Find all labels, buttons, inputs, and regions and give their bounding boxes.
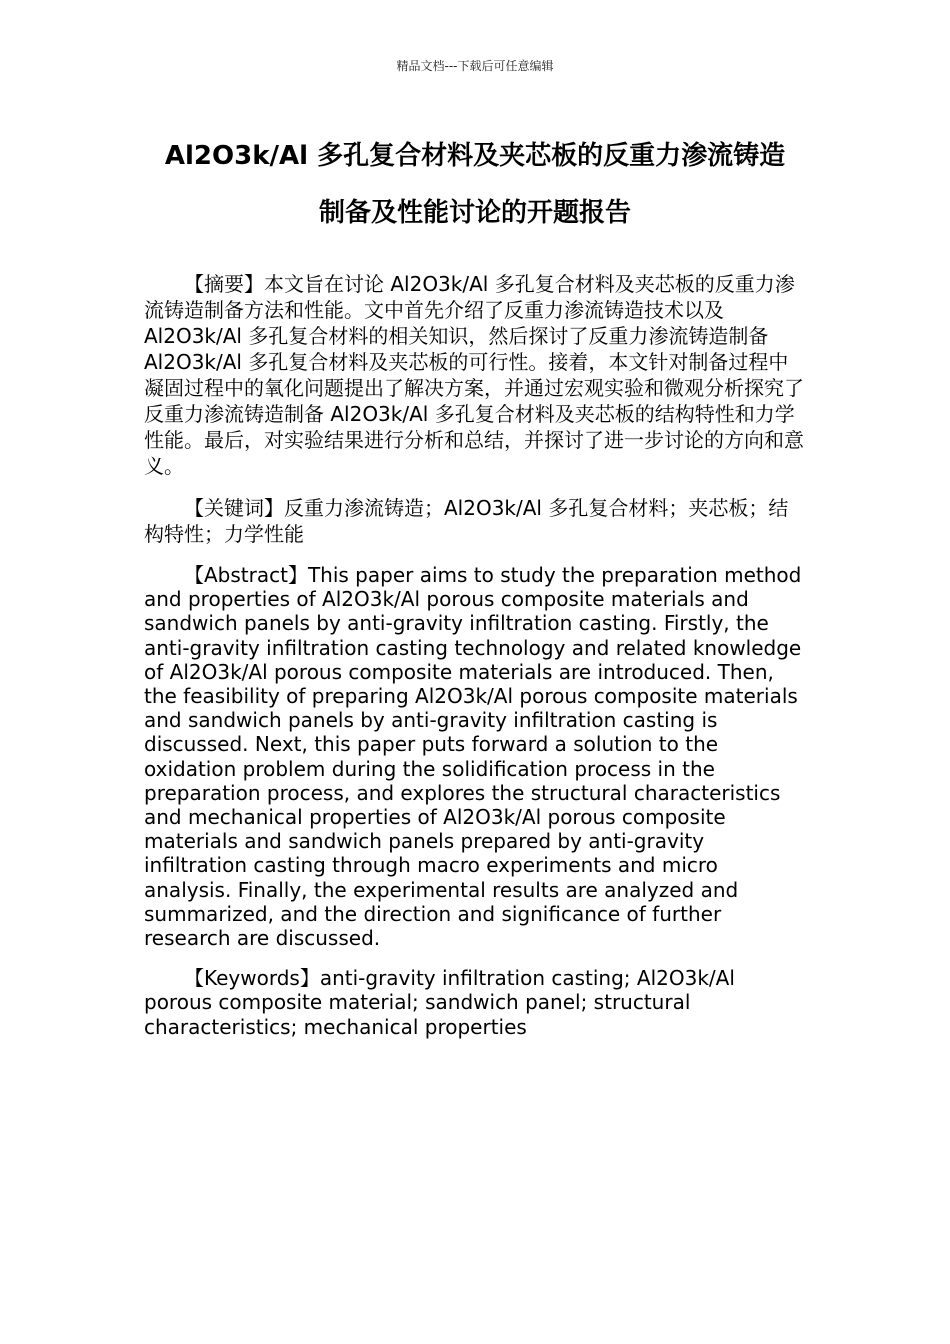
keywords-cn: 【关键词】反重力渗流铸造；Al2O3k/Al 多孔复合材料；夹芯板；结构特性；力学性能 [144,496,789,546]
header-note: 精品文档---下载后可任意编辑 [396,59,554,73]
abstract-en: 【Abstract】This paper aims to study the preparation method and properties of Al2O3k/Al porous composite materials and sandwich panels by anti-gravity infiltration casting. Firstly, the anti-gravity infiltration casting technology and related knowledge of Al2O3k/Al porous composite materials are introduced. Then, the feasibility of preparing Al2O3k/Al porous composite materials and sandwich panels by anti-gravity infiltration casting is discussed. Next, this paper puts forward a solution to the oxidation problem during the solidification process in the preparation process, and explores the structural characteristics and mechanical properties of Al2O3k/Al porous composite materials and sandwich panels prepared by anti-gravity infiltration casting through macro experiments and micro analysis. Finally, the experimental results are analyzed and summarized, and the direction and significance of further research are discussed. [144,563,802,951]
document-title-line-1: Al2O3k/Al 多孔复合材料及夹芯板的反重力渗流铸造 [164,141,786,171]
abstract-cn: 【摘要】本文旨在讨论 Al2O3k/Al 多孔复合材料及夹芯板的反重力渗流铸造制备方法和性能。文中首先介绍了反重力渗流铸造技术以及 Al2O3k/Al 多孔复合材料的相关知识，然后探讨了反重力渗流铸造制备 Al2O3k/Al 多孔复合材料及夹芯板的可行性。接着，本文针对制备过程中凝固过程中的氧化问题提出了解决方案，并通过宏观实验和微观分析探究了反重力渗流铸造制备 Al2O3k/Al 多孔复合材料及夹芯板的结构特性和力学性能。最后，对实验结果进行分析和总结，并探讨了进一步讨论的方向和意义。 [144,272,804,478]
document-title-line-2: 制备及性能讨论的开题报告 [318,198,631,228]
keywords-en: 【Keywords】anti-gravity infiltration casting; Al2O3k/Al porous composite material; sandwich panel; structural characteristics; mechanical properties [144,966,735,1039]
document-body [144,271,804,1055]
